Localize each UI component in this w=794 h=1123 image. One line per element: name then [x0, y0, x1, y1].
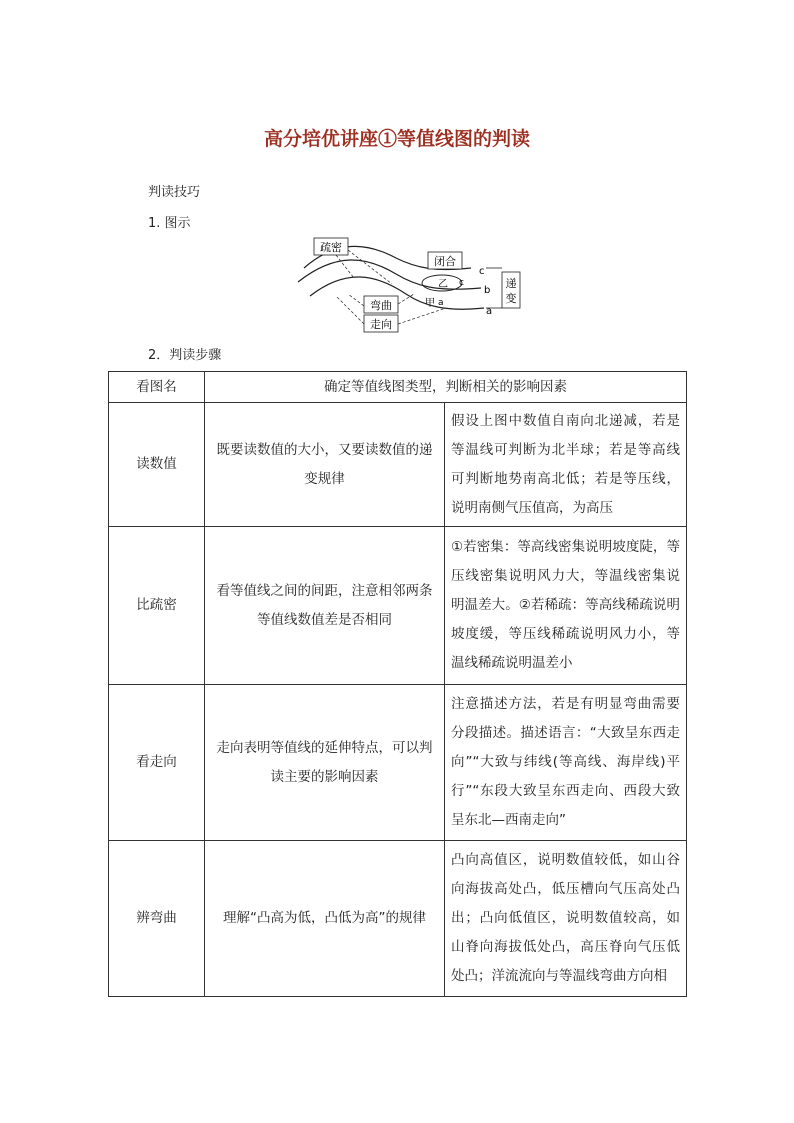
section-heading: 判读技巧	[148, 185, 201, 200]
row-description: 理解“凸高为低，凸低为高”的规律	[205, 841, 445, 997]
table-row	[109, 527, 687, 685]
isoline-diagram	[296, 236, 522, 336]
row-detail: 注意描述方法，若是有明显弯曲需要分段描述。描述语言：“大致呈东西走向”“大致与纬线(等高线、海岸线)平行”“东段大致呈东西走向、西段大致呈东北—西南走向”	[445, 685, 687, 841]
item-1-heading: 1. 图示	[148, 216, 191, 231]
closed-label: 闭合	[434, 255, 456, 268]
row-detail: 凸向高值区，说明数值较低，如山谷向海拔高处凸，低压槽向气压高处凸出；凸向低值区，说明数值较高，如山脊向海拔低处凸，高压脊向气压低处凸；洋流流向与等温线弯曲方向相	[445, 841, 687, 997]
table-row	[109, 685, 687, 841]
inner-a-label: a	[438, 298, 444, 308]
line-label-a: a	[486, 306, 493, 317]
header-name: 看图名	[109, 372, 205, 403]
inner-c-label: c	[459, 278, 464, 288]
interpretation-table	[108, 371, 687, 997]
sparse-label: 疏密	[320, 241, 342, 254]
curve-label: 弯曲	[370, 299, 392, 312]
row-name: 读数值	[109, 403, 205, 527]
row-detail: 假设上图中数值自南向北递减，若是等温线可判断为北半球；若是等高线可判断地势南高北低；若是等压线，说明南侧气压值高，为高压	[445, 403, 687, 527]
line-label-c: c	[479, 266, 485, 277]
gradient-label-2: 变	[505, 292, 517, 305]
row-name: 比疏密	[109, 527, 205, 685]
row-name: 辨弯曲	[109, 841, 205, 997]
page-title: 高分培优讲座①等值线图的判读	[263, 128, 530, 150]
row-name: 看走向	[109, 685, 205, 841]
gradient-label-1: 递	[505, 277, 517, 290]
table-row	[109, 403, 687, 527]
row-description: 看等值线之间的间距，注意相邻两条等值线数值差是否相同	[205, 527, 445, 685]
table-header-row	[109, 372, 687, 403]
table-row	[109, 841, 687, 997]
yi-label: 乙	[438, 279, 448, 290]
row-detail: ①若密集：等高线密集说明坡度陡，等压线密集说明风力大，等温线密集说明温差大。②若稀疏：等高线稀疏说明坡度缓，等压线稀疏说明风力小，等温线稀疏说明温差小	[445, 527, 687, 685]
row-description: 走向表明等值线的延伸特点，可以判读主要的影响因素	[205, 685, 445, 841]
direction-label: 走向	[370, 318, 392, 331]
line-label-b: b	[484, 285, 491, 296]
header-purpose: 确定等值线图类型，判断相关的影响因素	[205, 372, 687, 403]
jia-label: 甲	[425, 298, 435, 309]
item-2-heading: 2．判读步骤	[148, 348, 222, 363]
row-description: 既要读数值的大小，又要读数值的递变规律	[205, 403, 445, 527]
